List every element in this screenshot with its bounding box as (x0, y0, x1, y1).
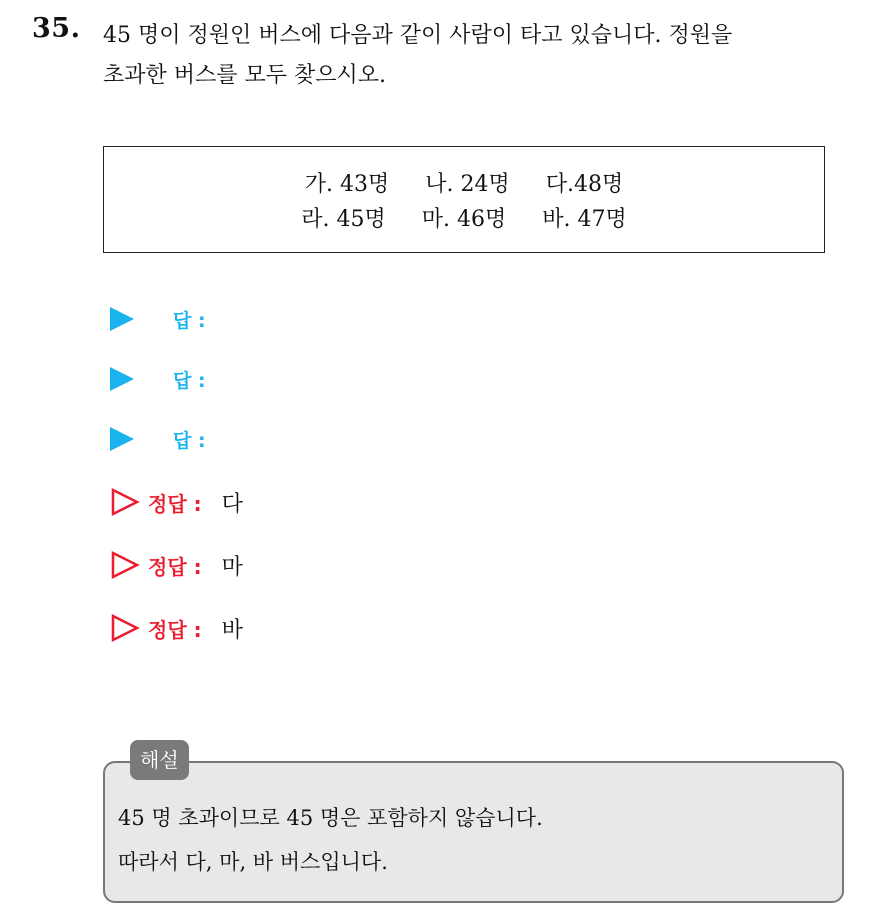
correct-answer (110, 547, 243, 583)
correct-answer-value: 다 (221, 491, 243, 517)
explanation-line: 따라서 다, 마, 바 버스입니다. (118, 850, 388, 874)
outline-right-triangle-icon (110, 487, 140, 517)
bus-data-box (103, 146, 825, 253)
answer-label: 답 : (173, 429, 206, 452)
question-number: 35. (32, 13, 81, 44)
explanation-line: 45 명 초과이므로 45 명은 포함하지 않습니다. (118, 806, 543, 830)
answer-label: 답 : (173, 369, 206, 392)
filled-right-triangle-icon (110, 307, 134, 331)
correct-answer (110, 484, 243, 520)
question-line: 초과한 버스를 모두 찾으시오. (103, 63, 386, 88)
filled-right-triangle-icon (110, 427, 134, 451)
bus-data-row (104, 202, 824, 233)
correct-answer-value: 마 (221, 554, 243, 580)
bus-entry: 나. 24명 (425, 172, 510, 197)
answer-field[interactable] (110, 362, 206, 396)
correct-answer (110, 610, 243, 646)
filled-right-triangle-icon (110, 367, 134, 391)
bus-entry: 마. 46명 (421, 207, 507, 232)
correct-answer-label: 정답 : (148, 491, 202, 516)
correct-answer-label: 정답 : (148, 617, 202, 642)
answer-label: 답 : (173, 309, 206, 332)
correct-answer-value: 바 (221, 617, 243, 643)
answer-field[interactable] (110, 302, 206, 336)
question-line: 45 명이 정원인 버스에 다음과 같이 사람이 타고 있습니다. 정원을 (103, 23, 733, 48)
outline-right-triangle-icon (110, 613, 140, 643)
bus-entry: 라. 45명 (301, 207, 386, 232)
bus-entry: 가. 43명 (304, 172, 390, 197)
bus-data-row (104, 167, 824, 198)
bus-entry: 바. 47명 (542, 207, 627, 232)
explanation-text (118, 796, 543, 884)
outline-right-triangle-icon (110, 550, 140, 580)
explanation-tag: 해설 (130, 740, 189, 780)
correct-answer-label: 정답 : (148, 554, 202, 579)
answer-field[interactable] (110, 422, 206, 456)
question-text (103, 16, 873, 96)
bus-entry: 다.48명 (545, 172, 624, 197)
